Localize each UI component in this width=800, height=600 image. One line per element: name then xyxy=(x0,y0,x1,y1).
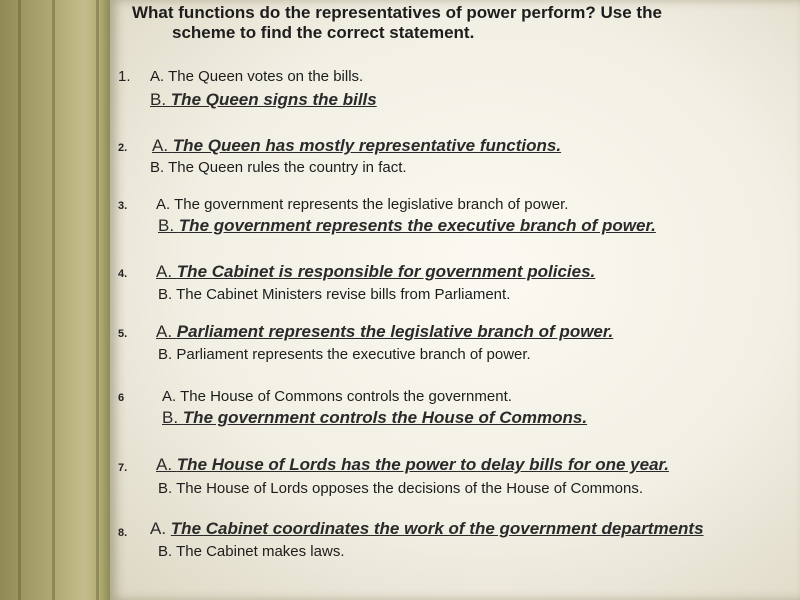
option-text: The Cabinet Ministers revise bills from Parliament. xyxy=(176,286,511,303)
option-prefix: B. xyxy=(162,408,183,427)
statement-a-correct xyxy=(150,520,704,538)
option-prefix: A. xyxy=(162,388,181,405)
band-stripe xyxy=(96,0,99,600)
option-text: The government represents the legislative branch of power. xyxy=(174,196,569,213)
statement-b xyxy=(158,480,643,498)
option-text: Parliament represents the executive branch of power. xyxy=(176,346,531,363)
statement-a-correct xyxy=(156,323,613,341)
statement-b-correct xyxy=(150,91,377,109)
statement-a-correct xyxy=(152,137,561,155)
statement-b-correct xyxy=(162,409,587,427)
option-text: The Queen votes on the bills. xyxy=(168,68,364,85)
option-text: The House of Lords has the power to delay bills for one year. xyxy=(176,455,669,474)
item-number: 5. xyxy=(118,328,128,340)
option-text: The Cabinet is responsible for government policies. xyxy=(176,262,596,281)
option-prefix: A. xyxy=(156,322,177,341)
option-prefix: A. xyxy=(150,68,169,85)
statement-a xyxy=(156,196,568,214)
item-number: 2. xyxy=(118,142,128,154)
statement-b xyxy=(158,346,531,364)
question-line-2: scheme to find the correct statement. xyxy=(172,23,475,42)
item-number: 7. xyxy=(118,462,128,474)
option-prefix: B. xyxy=(158,543,177,560)
option-prefix: B. xyxy=(150,90,171,109)
option-prefix: A. xyxy=(156,196,175,213)
item-number: 3. xyxy=(118,200,128,212)
statement-a xyxy=(162,388,512,406)
option-prefix: B. xyxy=(158,346,177,363)
option-text: The House of Commons controls the government. xyxy=(180,388,512,405)
option-prefix: A. xyxy=(156,455,177,474)
option-prefix: B. xyxy=(158,216,179,235)
decorative-left-band xyxy=(0,0,110,600)
question-heading xyxy=(132,3,772,43)
option-text: The government represents the executive branch of power. xyxy=(178,216,656,235)
option-text: The Queen rules the country in fact. xyxy=(168,159,407,176)
option-text: Parliament represents the legislative branch of power. xyxy=(176,322,614,341)
option-prefix: B. xyxy=(158,480,177,497)
band-stripe xyxy=(18,0,21,600)
option-text: The government controls the House of Commons. xyxy=(182,408,588,427)
statement-a-correct xyxy=(156,456,669,474)
option-prefix: A. xyxy=(152,136,173,155)
question-line-1: What functions do the representatives of power perform? Use the xyxy=(132,3,662,22)
option-text: The House of Lords opposes the decisions of the House of Commons. xyxy=(176,480,644,497)
statement-b xyxy=(150,159,407,177)
statement-a xyxy=(150,68,363,86)
item-number: 6 xyxy=(118,392,125,404)
option-text: The Cabinet makes laws. xyxy=(176,543,345,560)
statement-b-correct xyxy=(158,217,656,235)
option-text: The Queen has mostly representative functions. xyxy=(172,136,562,155)
option-prefix: B. xyxy=(150,159,169,176)
statement-b xyxy=(158,543,344,561)
option-text: The Cabinet coordinates the work of the government departments xyxy=(170,519,704,538)
option-prefix: A. xyxy=(150,519,171,538)
statement-b xyxy=(158,286,510,304)
item-number: 1. xyxy=(118,68,131,85)
statement-a-correct xyxy=(156,263,595,281)
item-number: 8. xyxy=(118,527,128,539)
option-prefix: B. xyxy=(158,286,177,303)
item-number: 4. xyxy=(118,268,128,280)
option-text: The Queen signs the bills xyxy=(170,90,377,109)
option-prefix: A. xyxy=(156,262,177,281)
band-stripe xyxy=(52,0,55,600)
